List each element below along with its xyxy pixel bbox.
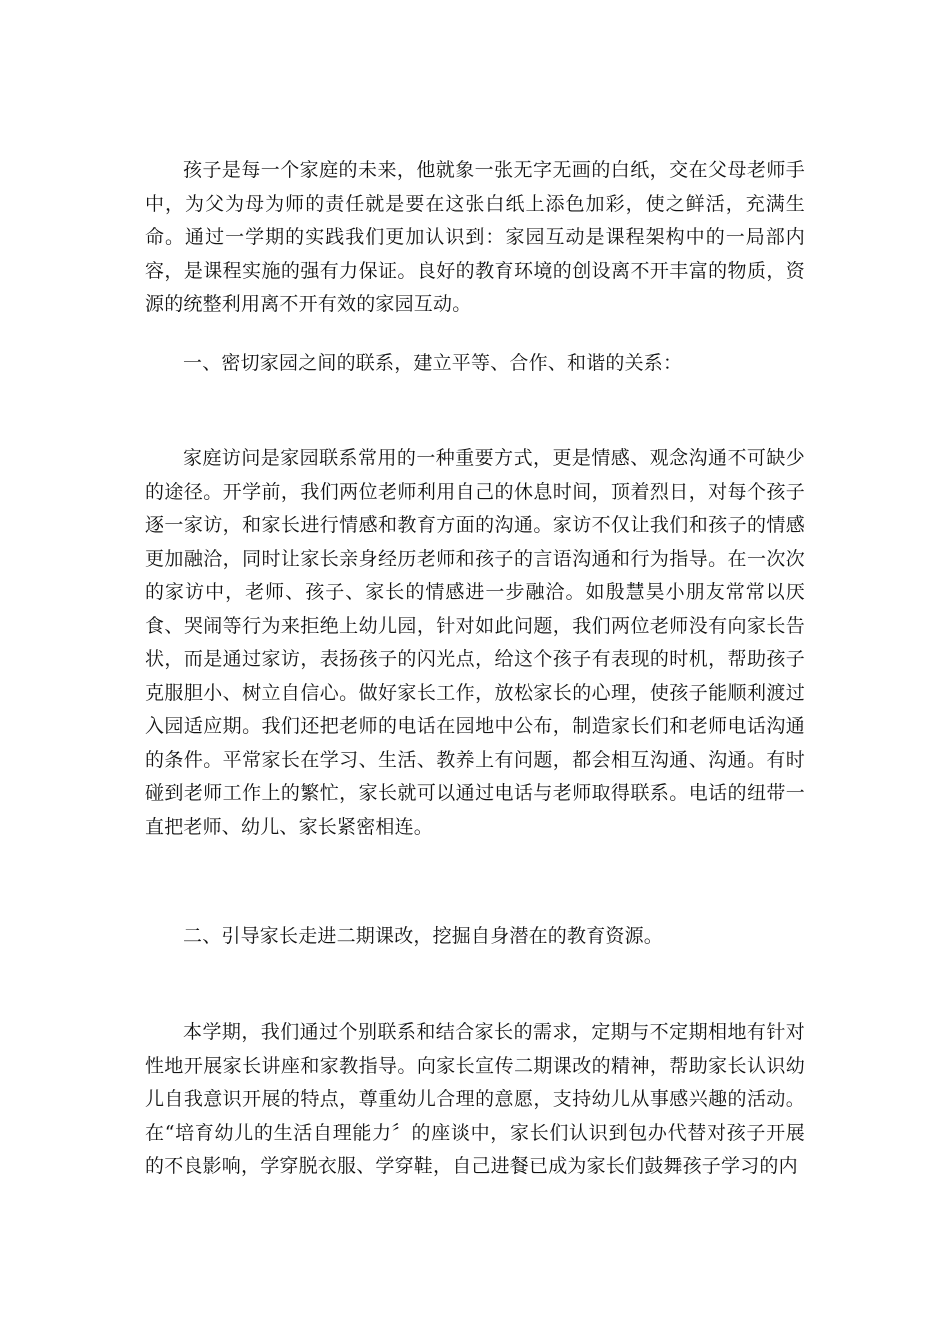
section-heading-1 <box>145 347 805 381</box>
home-visit-paragraph <box>145 442 805 844</box>
paragraph-text: 本学期，我们通过个别联系和结合家长的需求，定期与不定期相地有针对性地开展家长讲座和家教指导。向家长宣传二期课改的精神，帮助家长认识幼儿自我意识开展的特点，尊重幼儿合理的意愿，支持幼儿从事感兴趣的活动。在“培育幼儿的生活自理能力〞的座谈中，家长们认识到包办代替对孩子开展的不良影响，学穿脱衣服、学穿鞋，自己进餐已成为家长们鼓舞孩子学习的内 <box>145 1021 805 1177</box>
paragraph-text: 孩子是每一个家庭的未来，他就象一张无字无画的白纸，交在父母老师手中，为父为母为师的责任就是要在这张白纸上添色加彩，使之鲜活，充满生命。通过一学期的实践我们更加认识到：家园互动是课程架构中的一局部内容，是课程实施的强有力保证。良好的教育环境的创设离不开丰富的物质，资源的统整利用离不开有效的家园互动。 <box>145 159 805 315</box>
parent-guidance-paragraph <box>145 1016 805 1184</box>
heading-text: 一、密切家园之间的联系，建立平等、合作、和谐的关系： <box>183 352 683 374</box>
paragraph-text: 家庭访问是家园联系常用的一种重要方式，更是情感、观念沟通不可缺少的途径。开学前，我们两位老师利用自己的休息时间，顶着烈日，对每个孩子逐一家访，和家长进行情感和教育方面的沟通。家访不仅让我们和孩子的情感更加融洽，同时让家长亲身经历老师和孩子的言语沟通和行为指导。在一次次的家访中，老师、孩子、家长的情感进一步融洽。如殷慧昊小朋友常常以厌食、哭闹等行为来拒绝上幼儿园，针对如此问题，我们两位老师没有向家长告状，而是通过家访，表扬孩子的闪光点，给这个孩子有表现的时机，帮助孩子克服胆小、树立自信心。做好家长工作，放松家长的心理，使孩子能顺利渡过入园适应期。我们还把老师的电话在园地中公布，制造家长们和老师电话沟通的条件。平常家长在学习、生活、教养上有问题，都会相互沟通、沟通。有时碰到老师工作上的繁忙，家长就可以通过电话与老师取得联系。电话的纽带一直把老师、幼儿、家长紧密相连。 <box>145 447 805 838</box>
heading-text: 二、引导家长走进二期课改，挖掘自身潜在的教育资源。 <box>183 925 664 947</box>
intro-paragraph <box>145 154 805 322</box>
section-heading-2 <box>145 920 805 954</box>
